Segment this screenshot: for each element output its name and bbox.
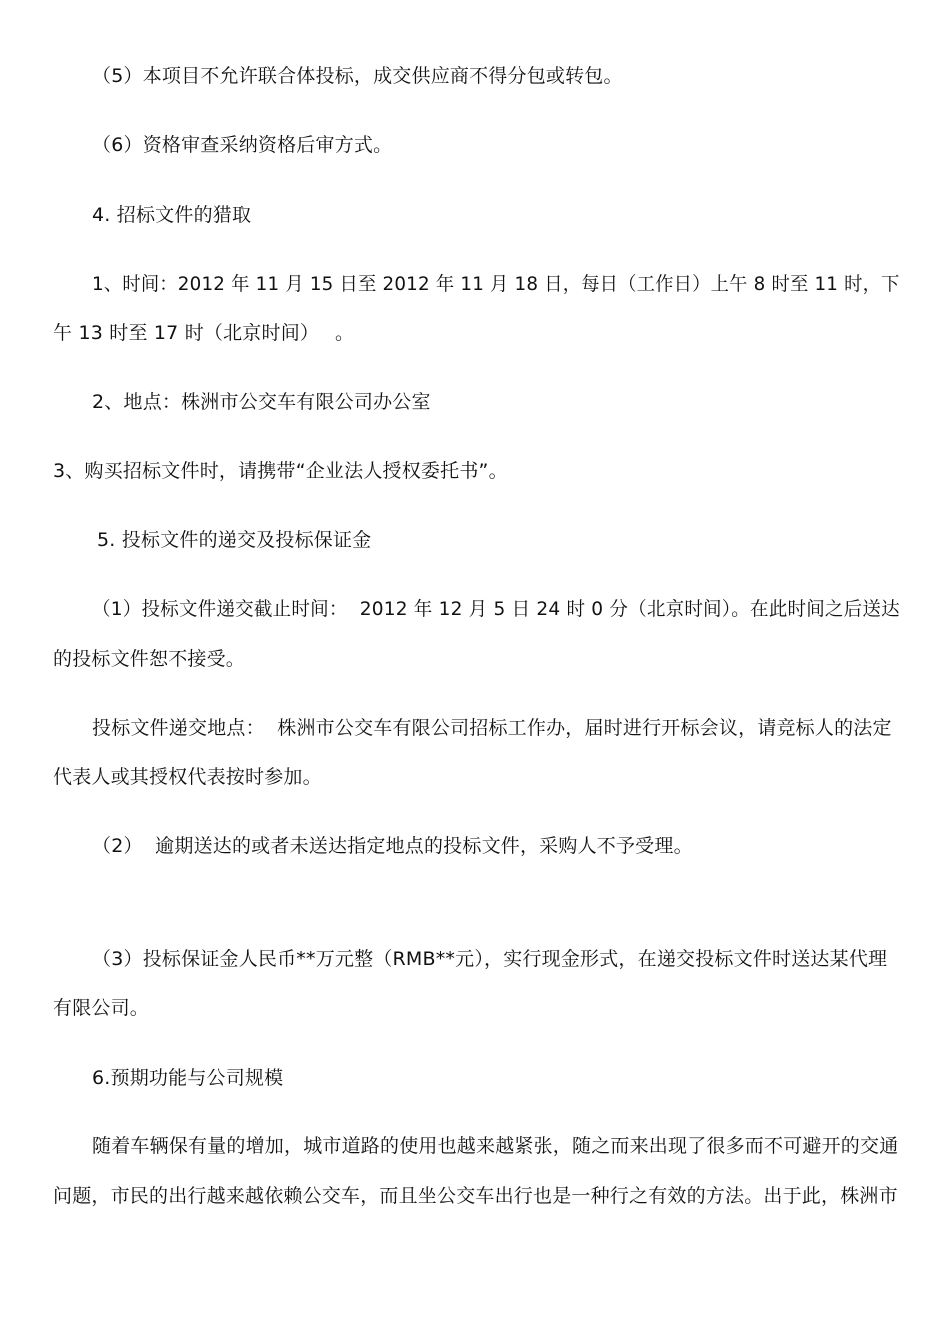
paragraph-time-line-2: 午 13 时至 17 时（北京时间） 。 (53, 322, 355, 344)
clause-2-late-submission: （2） 逾期送达的或者未送达指定地点的投标文件，采购人不予受理。 (92, 835, 693, 857)
paragraph-submission-place-line-2: 代表人或其授权代表按时参加。 (53, 766, 322, 788)
paragraph-deadline-line-2: 的投标文件恕不接受。 (53, 648, 246, 670)
paragraph-background-line-2: 问题，市民的出行越来越依赖公交车，而且坐公交车出行也是一种行之有效的方法。出于此，株洲市 (53, 1185, 898, 1207)
paragraph-location: 2、地点：株洲市公交车有限公司办公室 (92, 391, 431, 413)
clause-3-deposit-line-1: （3）投标保证金人民币**万元整（RMB**元），实行现金形式，在递交投标文件时送达某代理 (92, 948, 888, 970)
clause-5-joint-bid: （5）本项目不允许联合体投标，成交供应商不得分包或转包。 (92, 65, 623, 87)
paragraph-background-line-1: 随着车辆保有量的增加，城市道路的使用也越来越紧张，随之而来出现了很多而不可避开的交通 (92, 1135, 899, 1157)
clause-3-deposit-line-2: 有限公司。 (53, 997, 150, 1019)
section-4-heading: 4. 招标文件的猎取 (92, 204, 252, 226)
clause-6-qualification: （6）资格审查采纳资格后审方式。 (92, 134, 393, 156)
paragraph-submission-place-line-1: 投标文件递交地点： 株洲市公交车有限公司招标工作办，届时进行开标会议，请竞标人的法定 (92, 717, 892, 739)
paragraph-time-line-1: 1、时间：2012 年 11 月 15 日至 2012 年 11 月 18 日，每日（工作日）上午 8 时至 11 时，下 (92, 273, 900, 295)
paragraph-deadline-line-1: （1）投标文件递交截止时间： 2012 年 12 月 5 日 24 时 0 分（北京时间）。在此时间之后送达 (92, 598, 900, 620)
section-6-heading: 6.预期功能与公司规模 (92, 1067, 284, 1089)
paragraph-authorization: 3、购买招标文件时，请携带“企业法人授权委托书”。 (53, 460, 508, 482)
section-5-heading: 5. 投标文件的递交及投标保证金 (97, 529, 372, 551)
